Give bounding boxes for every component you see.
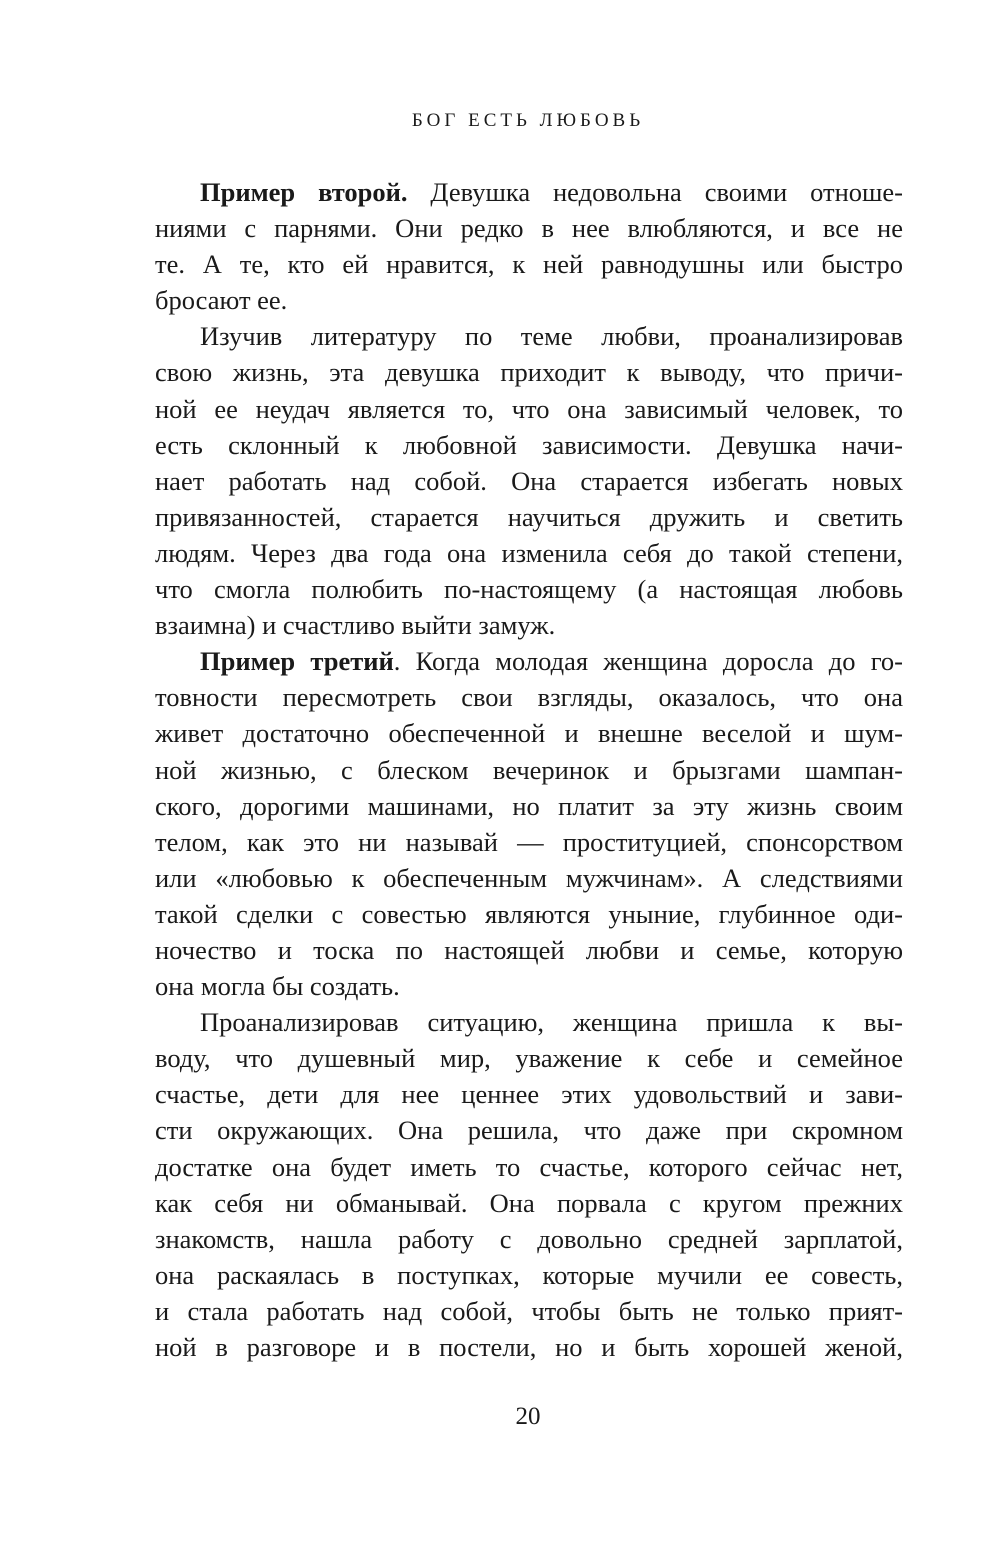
text-line <box>155 607 903 643</box>
line-text: она могла бы создать. <box>155 971 400 1002</box>
line-text: и стала работать над собой, чтобы быть не только прият- <box>155 1295 903 1326</box>
text-line <box>155 571 903 607</box>
line-text: людям. Через два года она изменила себя до такой степени, <box>155 537 903 568</box>
line-text: бросают ее. <box>155 285 288 316</box>
line-text: она раскаялась в поступках, которые мучили ее совесть, <box>155 1259 903 1290</box>
text-line <box>155 1185 903 1221</box>
line-text: ной жизнью, с блеском вечеринок и брызгами шампан- <box>155 754 903 785</box>
text-line <box>155 535 903 571</box>
text-line <box>155 679 903 715</box>
text-line <box>155 1004 903 1040</box>
text-line <box>155 463 903 499</box>
line-text: или «любовью к обеспеченным мужчинам». А следствиями <box>155 862 903 893</box>
line-text: ниями с парнями. Они редко в нее влюбляются, и все не <box>155 213 903 244</box>
line-text: телом, как это ни называй — проституцией, спонсорством <box>155 826 903 857</box>
line-text: нает работать над собой. Она старается избегать новых <box>155 465 903 496</box>
line-text: свою жизнь, эта девушка приходит к выводу, что причи- <box>155 357 903 388</box>
line-text: воду, что душевный мир, уважение к себе и семейное <box>155 1043 903 1074</box>
text-line <box>155 246 903 282</box>
paragraph <box>155 318 903 643</box>
line-text: как себя ни обманывай. Она порвала с кругом прежних <box>155 1187 903 1218</box>
running-head: БОГ ЕСТЬ ЛЮБОВЬ <box>411 110 645 131</box>
line-text: товности пересмотреть свои взгляды, оказалось, что она <box>155 682 903 713</box>
paragraph <box>155 1004 903 1365</box>
text-line <box>155 1149 903 1185</box>
line-text: счастье, дети для нее ценнее этих удовольствий и зави- <box>155 1079 903 1110</box>
text-line <box>155 752 903 788</box>
text-line <box>155 1221 903 1257</box>
line-text: взаимна) и счастливо выйти замуж. <box>155 610 556 641</box>
text-line <box>155 499 903 535</box>
line-text: ночество и тоска по настоящей любви и семье, которую <box>155 934 903 965</box>
line-text: привязанностей, старается научиться дружить и светить <box>155 501 903 532</box>
line-text: Проанализировав ситуацию, женщина пришла к вы- <box>200 1007 903 1038</box>
line-text: ной ее неудач является то, что она зависимый человек, то <box>155 393 903 424</box>
paragraph <box>155 174 903 318</box>
text-line <box>155 1112 903 1148</box>
text-line <box>155 896 903 932</box>
text-line <box>155 824 903 860</box>
text-line <box>155 968 903 1004</box>
line-text: достатке она будет иметь то счастье, которого сейчас нет, <box>155 1151 903 1182</box>
text-line <box>155 715 903 751</box>
bold-lead: Пример третий <box>200 646 394 677</box>
text-line <box>155 318 903 354</box>
text-line <box>155 391 903 427</box>
bold-lead: Пример второй. <box>200 177 408 207</box>
line-text: есть склонный к любовной зависимости. Девушка начи- <box>155 429 903 460</box>
body-text <box>155 174 903 1365</box>
text-line <box>155 1293 903 1329</box>
text-line <box>155 427 903 463</box>
text-line <box>155 354 903 390</box>
page-number: 20 <box>515 1403 541 1430</box>
line-text: те. А те, кто ей нравится, к ней равнодушны или быстро <box>155 249 903 280</box>
text-line <box>155 932 903 968</box>
text-line <box>155 1329 903 1365</box>
text-line <box>155 174 903 210</box>
line-text: такой сделки с совестью являются уныние, глубинное оди- <box>155 898 903 929</box>
line-text: что смогла полюбить по-настоящему (а настоящая любовь <box>155 574 903 605</box>
text-line <box>155 1040 903 1076</box>
line-text: ского, дорогими машинами, но платит за эту жизнь своим <box>155 790 903 821</box>
line-text: ной в разговоре и в постели, но и быть хорошей женой, <box>155 1332 903 1362</box>
text-line <box>155 1076 903 1112</box>
text-line <box>155 1257 903 1293</box>
text-line <box>155 788 903 824</box>
line-text: . Когда молодая женщина доросла до го- <box>393 646 903 677</box>
text-line <box>155 210 903 246</box>
line-text: Девушка недовольна своими отноше- <box>407 177 903 207</box>
paragraph <box>155 643 903 1004</box>
line-text: живет достаточно обеспеченной и внешне веселой и шум- <box>155 718 903 749</box>
text-line <box>155 860 903 896</box>
line-text: знакомств, нашла работу с довольно средней зарплатой, <box>155 1223 903 1254</box>
line-text: сти окружающих. Она решила, что даже при скромном <box>155 1115 903 1146</box>
text-line <box>155 643 903 679</box>
line-text: Изучив литературу по теме любви, проанализировав <box>200 321 903 352</box>
text-line <box>155 282 903 318</box>
